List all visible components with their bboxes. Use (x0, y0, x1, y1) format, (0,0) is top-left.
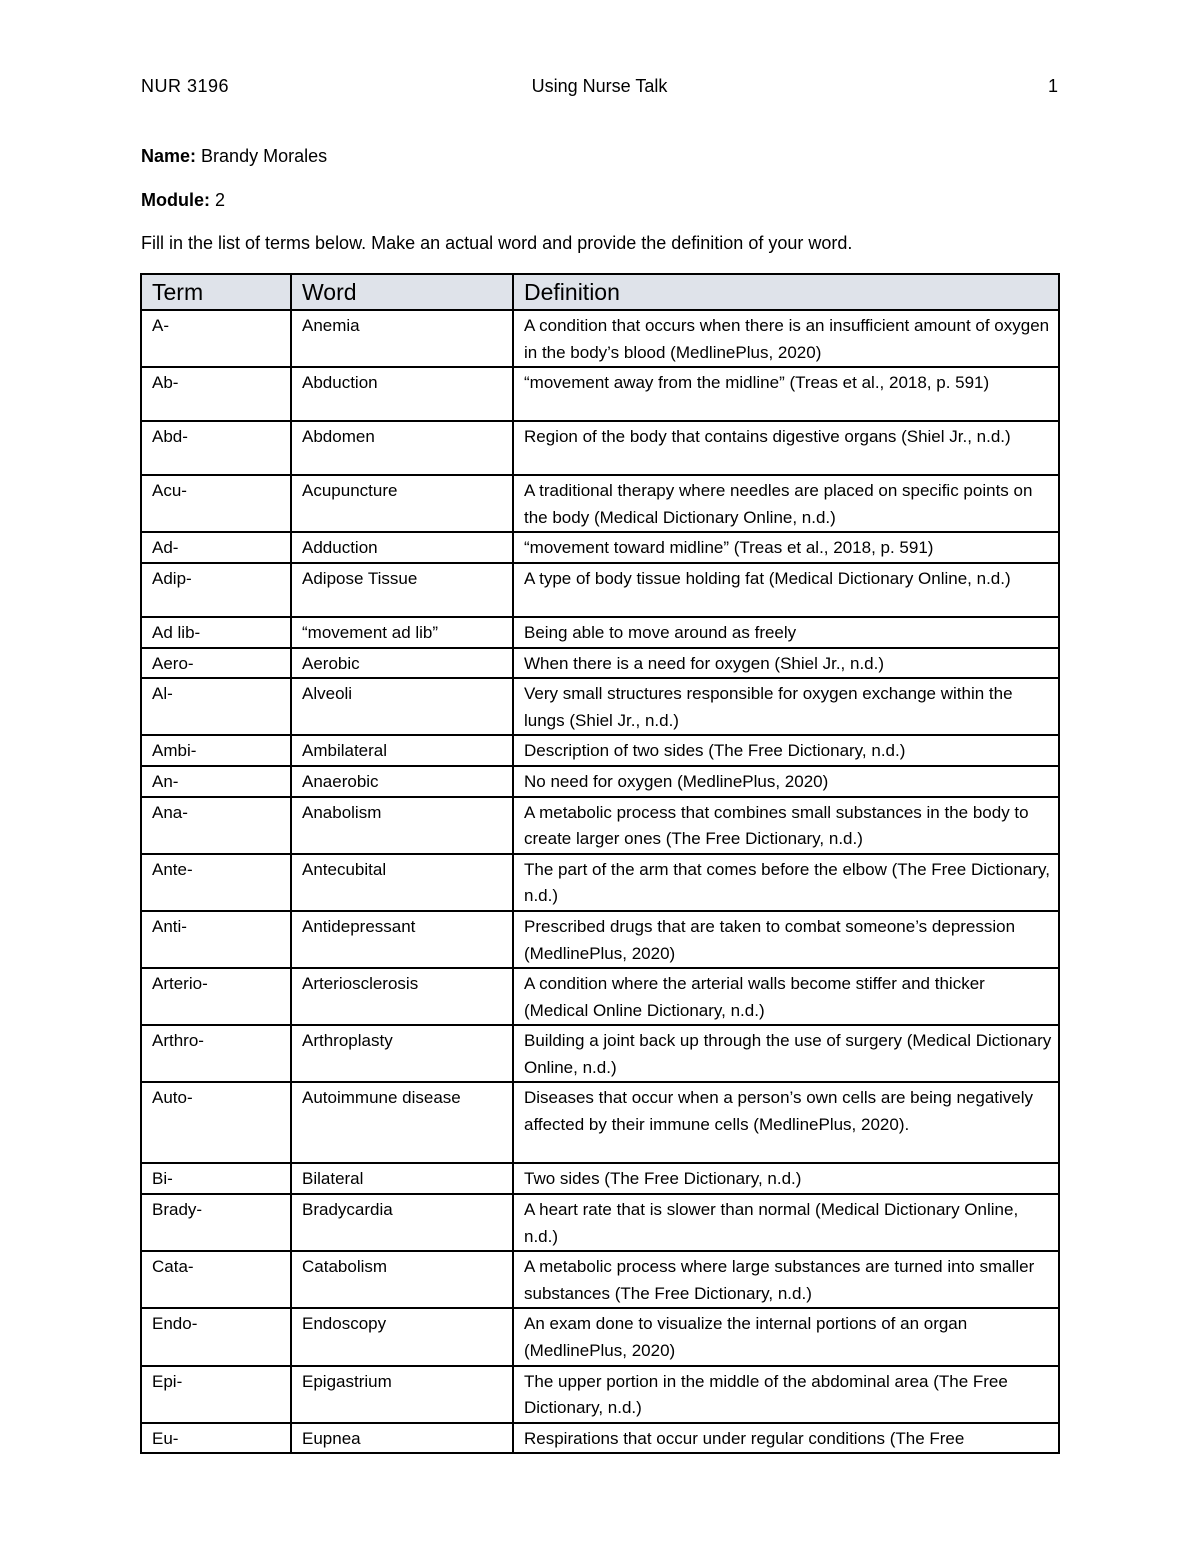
term-cell: Abd- (141, 421, 291, 475)
table-row (141, 1163, 1059, 1194)
table-header-row (141, 274, 1059, 310)
word-cell: Arteriosclerosis (291, 968, 513, 1025)
header-word: Word (291, 274, 513, 310)
student-name-line (141, 144, 327, 168)
word-cell: Bradycardia (291, 1194, 513, 1251)
word-cell: Anabolism (291, 797, 513, 854)
definition-cell: A condition where the arterial walls become stiffer and thicker (Medical Online Dictionary, n.d.) (513, 968, 1059, 1025)
term-cell: An- (141, 766, 291, 797)
name-value: Brandy Morales (201, 146, 328, 166)
definition-cell: Prescribed drugs that are taken to combat someone’s depression (MedlinePlus, 2020) (513, 911, 1059, 968)
term-cell: Aero- (141, 648, 291, 679)
table-row (141, 735, 1059, 766)
table-row (141, 1423, 1059, 1454)
term-cell: Brady- (141, 1194, 291, 1251)
word-cell: Abduction (291, 367, 513, 421)
table-row (141, 563, 1059, 617)
table-row (141, 678, 1059, 735)
module-line (141, 188, 225, 212)
word-cell: Arthroplasty (291, 1025, 513, 1082)
word-cell: Adduction (291, 532, 513, 563)
definition-cell: No need for oxygen (MedlinePlus, 2020) (513, 766, 1059, 797)
table-body (141, 310, 1059, 1453)
term-cell: Arthro- (141, 1025, 291, 1082)
term-cell: Acu- (141, 475, 291, 532)
word-cell: Antidepressant (291, 911, 513, 968)
definition-cell: “movement away from the midline” (Treas et al., 2018, p. 591) (513, 367, 1059, 421)
table-row (141, 532, 1059, 563)
term-cell: Al- (141, 678, 291, 735)
term-cell: Arterio- (141, 968, 291, 1025)
terms-table (140, 273, 1060, 1454)
definition-cell: Building a joint back up through the use of surgery (Medical Dictionary Online, n.d.) (513, 1025, 1059, 1082)
definition-cell: A metabolic process that combines small substances in the body to create larger ones (The Free Dictionary, n.d.) (513, 797, 1059, 854)
table-row (141, 1082, 1059, 1163)
table-row (141, 475, 1059, 532)
term-cell: Ab- (141, 367, 291, 421)
term-cell: Ad- (141, 532, 291, 563)
definition-cell: Being able to move around as freely (513, 617, 1059, 648)
definition-cell: An exam done to visualize the internal portions of an organ (MedlinePlus, 2020) (513, 1308, 1059, 1365)
word-cell: Bilateral (291, 1163, 513, 1194)
module-label: Module: (141, 190, 210, 210)
term-cell: Ambi- (141, 735, 291, 766)
word-cell: Autoimmune disease (291, 1082, 513, 1163)
term-cell: Ana- (141, 797, 291, 854)
definition-cell: Region of the body that contains digestive organs (Shiel Jr., n.d.) (513, 421, 1059, 475)
name-label: Name: (141, 146, 197, 166)
word-cell: Anemia (291, 310, 513, 367)
word-cell: Epigastrium (291, 1366, 513, 1423)
term-cell: Cata- (141, 1251, 291, 1308)
instructions: Fill in the list of terms below. Make an actual word and provide the definition of your word. (141, 233, 853, 253)
term-cell: Auto- (141, 1082, 291, 1163)
definition-cell: Diseases that occur when a person’s own cells are being negatively affected by their immune cells (MedlinePlus, 2020). (513, 1082, 1059, 1163)
word-cell: Anaerobic (291, 766, 513, 797)
term-cell: Bi- (141, 1163, 291, 1194)
document-title: Using Nurse Talk (531, 76, 668, 96)
definition-cell: When there is a need for oxygen (Shiel Jr., n.d.) (513, 648, 1059, 679)
word-cell: Endoscopy (291, 1308, 513, 1365)
word-cell: Aerobic (291, 648, 513, 679)
word-cell: Antecubital (291, 854, 513, 911)
word-cell: Catabolism (291, 1251, 513, 1308)
term-cell: Anti- (141, 911, 291, 968)
module-value: 2 (215, 190, 226, 210)
word-cell: Ambilateral (291, 735, 513, 766)
word-cell: Adipose Tissue (291, 563, 513, 617)
term-cell: A- (141, 310, 291, 367)
page-number: 1 (1047, 76, 1058, 96)
definition-cell: A heart rate that is slower than normal (Medical Dictionary Online, n.d.) (513, 1194, 1059, 1251)
table-row (141, 1308, 1059, 1365)
table-row (141, 854, 1059, 911)
definition-cell: A traditional therapy where needles are placed on specific points on the body (Medical Dictionary Online, n.d.) (513, 475, 1059, 532)
table-row (141, 648, 1059, 679)
table-row (141, 1194, 1059, 1251)
word-cell: “movement ad lib” (291, 617, 513, 648)
word-cell: Acupuncture (291, 475, 513, 532)
course-code: NUR 3196 (141, 76, 230, 96)
table-row (141, 1025, 1059, 1082)
word-cell: Abdomen (291, 421, 513, 475)
term-cell: Eu- (141, 1423, 291, 1454)
definition-cell: Two sides (The Free Dictionary, n.d.) (513, 1163, 1059, 1194)
header-definition: Definition (513, 274, 1059, 310)
table-row (141, 421, 1059, 475)
table-row (141, 1251, 1059, 1308)
definition-cell: A metabolic process where large substances are turned into smaller substances (The Free Dictionary, n.d.) (513, 1251, 1059, 1308)
table-row (141, 367, 1059, 421)
term-cell: Adip- (141, 563, 291, 617)
term-cell: Ad lib- (141, 617, 291, 648)
page-header (141, 74, 1058, 98)
word-cell: Alveoli (291, 678, 513, 735)
table-row (141, 911, 1059, 968)
definition-cell: A condition that occurs when there is an insufficient amount of oxygen in the body’s blood (MedlinePlus, 2020) (513, 310, 1059, 367)
definition-cell: The part of the arm that comes before the elbow (The Free Dictionary, n.d.) (513, 854, 1059, 911)
definition-cell: The upper portion in the middle of the abdominal area (The Free Dictionary, n.d.) (513, 1366, 1059, 1423)
table-row (141, 1366, 1059, 1423)
table-row (141, 797, 1059, 854)
definition-cell: Description of two sides (The Free Dictionary, n.d.) (513, 735, 1059, 766)
table-row (141, 968, 1059, 1025)
table-row (141, 310, 1059, 367)
word-cell: Eupnea (291, 1423, 513, 1454)
definition-cell: “movement toward midline” (Treas et al., 2018, p. 591) (513, 532, 1059, 563)
term-cell: Ante- (141, 854, 291, 911)
definition-cell: Very small structures responsible for oxygen exchange within the lungs (Shiel Jr., n.d.) (513, 678, 1059, 735)
table-row (141, 617, 1059, 648)
header-term: Term (141, 274, 291, 310)
definition-cell: A type of body tissue holding fat (Medical Dictionary Online, n.d.) (513, 563, 1059, 617)
term-cell: Endo- (141, 1308, 291, 1365)
table-row (141, 766, 1059, 797)
definition-cell: Respirations that occur under regular conditions (The Free (513, 1423, 1059, 1454)
term-cell: Epi- (141, 1366, 291, 1423)
